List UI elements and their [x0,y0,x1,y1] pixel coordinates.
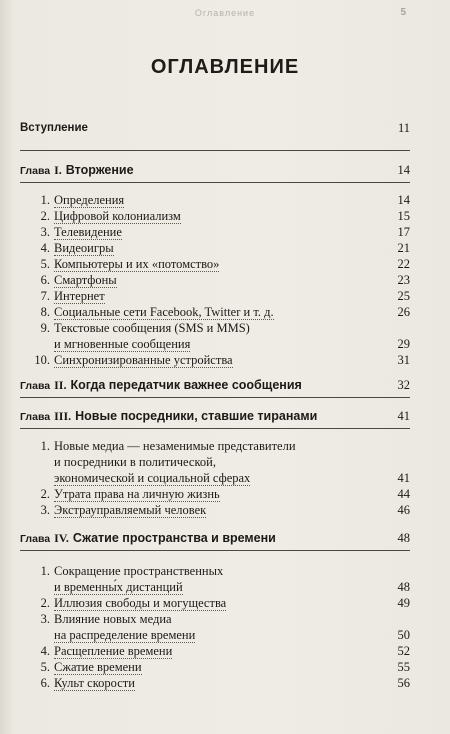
entry-number: 5. [40,257,50,271]
toc-entry[interactable] [32,208,410,224]
toc-entry[interactable] [32,240,410,256]
chapter-page: 48 [397,531,410,545]
entry-title [54,353,233,368]
entry-title-line: Новые медиа — незаменимые представители [54,439,296,453]
entry-number: 1. [40,564,50,578]
entry-page: 23 [397,273,410,287]
entry-title-line: Утрата права на личную жизнь [54,487,220,501]
entry-title-line: Смартфоны [54,273,117,287]
entry-title [54,611,195,643]
entry-page: 56 [397,676,410,690]
toc-entry[interactable] [32,595,410,611]
chapter-title: Вторжение [65,163,134,177]
entry-title [54,273,117,288]
entry-title [54,438,296,486]
entry-number: 7. [40,289,50,303]
chapter-label: Глава [20,380,51,392]
page-number: 5 [400,7,406,18]
entry-title [54,193,124,208]
running-head: Оглавление [194,8,256,18]
toc-entry[interactable] [32,272,410,288]
toc-entry[interactable] [32,192,410,208]
toc-entry[interactable] [32,563,410,595]
table-of-contents [20,120,410,691]
toc-entry[interactable] [32,352,410,368]
entry-title-line: Синхронизированные устройства [54,353,233,367]
entry-number: 6. [40,676,50,690]
section-list [32,192,410,368]
entry-title [54,305,274,320]
entry-title-line: на распределение времени [54,628,196,642]
entry-page: 25 [397,289,410,303]
entry-number: 4. [40,644,50,658]
entry-title [54,676,135,691]
divider [20,182,410,183]
entry-page: 48 [397,580,410,594]
entry-title-line: Телевидение [54,225,122,239]
chapter-heading[interactable] [20,161,410,179]
entry-title-line: экономической и социальной сферах [54,471,251,485]
entry-number: 6. [40,273,50,287]
entry-title [54,660,142,675]
entry-number: 3. [40,225,50,239]
entry-page: 14 [397,193,410,207]
entry-title [54,257,219,272]
entry-title-line: Расщепление времени [54,644,173,658]
entry-title-line: и временны́х дистанций [54,580,183,594]
entry-number: 8. [40,305,50,319]
entry-page: 22 [397,257,410,271]
chapter-page: 41 [397,409,410,423]
entry-page: 15 [397,209,410,223]
page-title: ОГЛАВЛЕНИЕ [150,56,300,78]
entry-page: 44 [397,487,410,501]
divider [20,150,410,151]
toc-entry[interactable] [32,675,410,691]
chapter-label: Глава [20,533,51,545]
entry-page: 50 [397,628,410,642]
section-list [32,563,410,691]
entry-number: 2. [40,209,50,223]
entry-page: 52 [397,644,410,658]
toc-entry[interactable] [32,502,410,518]
entry-number: 10. [34,353,50,367]
chapter-number: III. [54,409,72,423]
divider [20,397,410,398]
entry-title [54,563,223,595]
chapter-block [20,407,410,518]
chapter-list [20,161,410,691]
entry-number: 5. [40,660,50,674]
chapter-block [20,161,410,368]
entry-title-line: Культ скорости [54,676,135,690]
chapter-page: 32 [397,378,410,392]
entry-number: 3. [40,612,50,626]
entry-title [54,289,105,304]
entry-page: 17 [397,225,410,239]
entry-page: 46 [397,503,410,517]
entry-title-line: Экстрауправляемый человек [54,503,207,517]
chapter-block [20,376,410,398]
entry-title-line: Цифровой колониализм [54,209,181,223]
entry-number: 9. [40,321,50,335]
toc-entry[interactable] [32,320,410,352]
entry-page: 31 [397,353,410,367]
divider [20,550,410,551]
chapter-number: I. [54,163,62,177]
entry-title-line: и посредники в политической, [54,455,216,469]
toc-entry[interactable] [32,256,410,272]
entry-title [54,209,181,224]
entry-title-line: Сжатие времени [54,660,142,674]
toc-entry[interactable] [32,659,410,675]
chapter-number: IV. [54,531,69,545]
entry-title [54,596,226,611]
entry-title [54,503,206,518]
entry-number: 1. [40,193,50,207]
toc-entry[interactable] [32,438,410,486]
intro-label: Вступление [20,122,88,134]
chapter-heading[interactable] [20,376,410,394]
entry-number: 2. [40,596,50,610]
entry-page: 21 [397,241,410,255]
chapter-heading[interactable] [20,529,410,547]
entry-page: 55 [397,660,410,674]
chapter-title: Новые посредники, ставшие тиранами [75,409,318,423]
toc-entry[interactable] [32,224,410,240]
entry-title-line: Социальные сети Facebook, Twitter и т. д. [54,305,274,319]
entry-number: 3. [40,503,50,517]
entry-page: 26 [397,305,410,319]
toc-entry[interactable] [32,643,410,659]
chapter-title: Когда передатчик важнее сообщения [70,378,302,392]
entry-number: 4. [40,241,50,255]
entry-title [54,644,172,659]
entry-page: 29 [397,337,410,351]
chapter-label: Глава [20,165,51,177]
entry-title-line: и мгновенные сообщения [54,337,191,351]
entry-title-line: Текстовые сообщения (SMS и MMS) [54,321,250,335]
intro-page: 11 [397,121,410,135]
entry-title-line: Видеоигры [54,241,114,255]
entry-title [54,241,114,256]
chapter-label: Глава [20,411,51,423]
entry-number: 1. [40,439,50,453]
toc-entry[interactable] [32,486,410,502]
divider [20,428,410,429]
chapter-number: II. [54,378,67,392]
entry-title-line: Иллюзия свободы и могущества [54,596,227,610]
chapter-page: 14 [397,163,410,177]
entry-title-line: Определения [54,193,125,207]
entry-title-line: Компьютеры и их «потомство» [54,257,220,271]
toc-entry[interactable] [32,611,410,643]
entry-title-line: Влияние новых медиа [54,612,172,626]
entry-page: 49 [397,596,410,610]
entry-number: 2. [40,487,50,501]
entry-title [54,487,220,502]
entry-title-line: Интернет [54,289,105,303]
chapter-title: Сжатие пространства и времени [72,531,276,545]
entry-title [54,225,122,240]
entry-title [54,320,250,352]
chapter-heading[interactable] [20,407,410,425]
toc-entry[interactable] [32,304,410,320]
toc-entry[interactable] [32,288,410,304]
entry-page: 41 [397,471,410,485]
chapter-block [20,529,410,691]
toc-intro[interactable] [20,120,410,136]
entry-title-line: Сокращение пространственных [54,564,224,578]
section-list [32,438,410,518]
